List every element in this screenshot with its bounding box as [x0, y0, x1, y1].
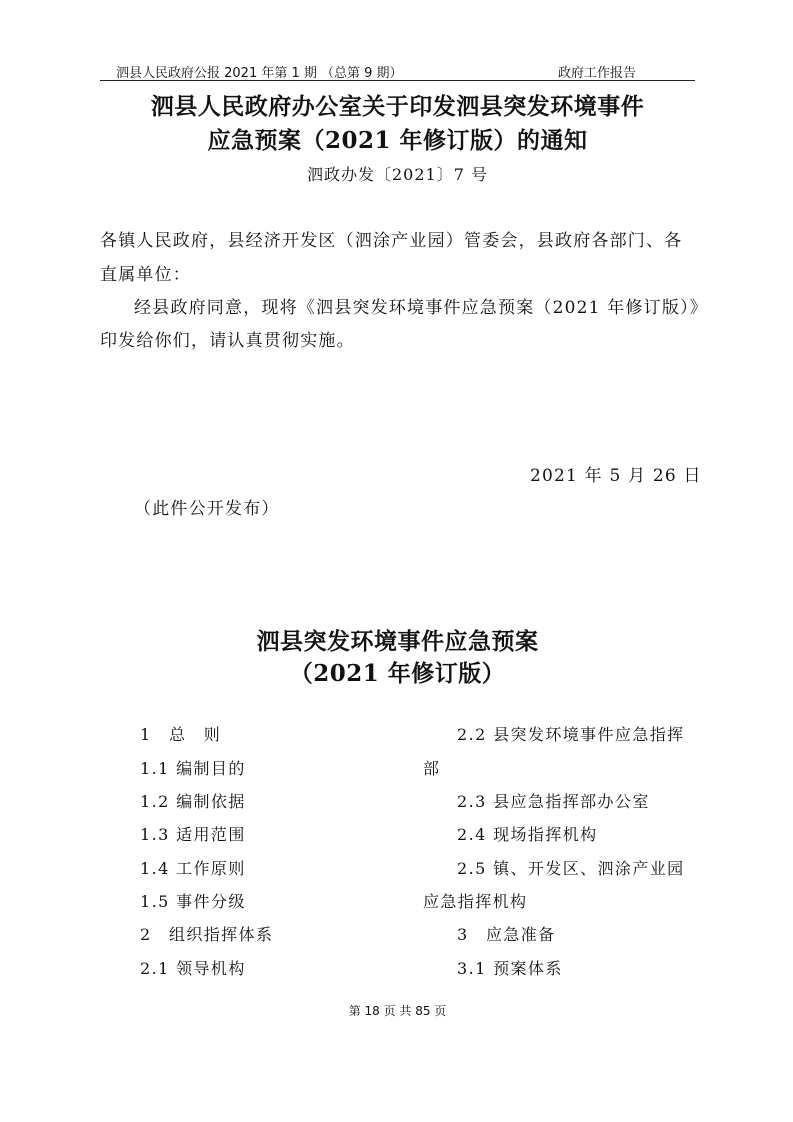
publish-note: （此件公开发布） — [134, 499, 280, 519]
header-left: 泗县人民政府公报 2021 年第 1 期 （总第 9 期） — [116, 66, 403, 81]
notice-body-line2: 印发给你们，请认真贯彻实施。 — [100, 331, 355, 351]
toc-item-right-6: 3 应急准备 — [457, 925, 556, 944]
notice-body-line1: 经县政府同意，现将《泗县突发环境事件应急预案（2021 年修订版）》 — [134, 298, 708, 318]
header-right: 政府工作报告 — [558, 66, 637, 81]
issue-date: 2021 年 5 月 26 日 — [530, 466, 702, 486]
toc-item-left-4: 1.4 工作原则 — [140, 859, 246, 878]
toc-item-left-0: 1 总 则 — [140, 725, 222, 744]
plan-title-line1: 泗县突发环境事件应急预案 — [256, 628, 539, 655]
toc-item-left-5: 1.5 事件分级 — [140, 892, 246, 911]
page-footer: 第 18 页 共 85 页 — [348, 1004, 447, 1018]
notice-title-line1: 泗县人民政府办公室关于印发泗县突发环境事件 — [150, 93, 645, 120]
recipients-line2: 直属单位： — [100, 265, 191, 285]
notice-title-line2: 应急预案（2021 年修订版）的通知 — [207, 127, 588, 154]
doc-number: 泗政办发〔2021〕7 号 — [307, 165, 488, 184]
header-divider — [100, 80, 695, 81]
plan-title-line2: （2021 年修订版） — [289, 660, 506, 687]
toc-item-right-3: 2.4 现场指挥机构 — [457, 825, 598, 844]
toc-item-right-2: 2.3 县应急指挥部办公室 — [457, 792, 650, 811]
toc-item-left-1: 1.1 编制目的 — [140, 759, 246, 778]
toc-item-left-2: 1.2 编制依据 — [140, 792, 246, 811]
recipients-line1: 各镇人民政府，县经济开发区（泗涂产业园）管委会，县政府各部门、各 — [100, 231, 683, 251]
toc-item-left-3: 1.3 适用范围 — [140, 825, 246, 844]
toc-item-right-7: 3.1 预案体系 — [457, 959, 563, 978]
toc-item-left-7: 2.1 领导机构 — [140, 959, 246, 978]
toc-item-right-4: 2.5 镇、开发区、泗涂产业园 — [457, 859, 685, 878]
toc-item-left-6: 2 组织指挥体系 — [140, 925, 274, 944]
toc-item-right-1: 部 — [423, 759, 441, 778]
toc-item-right-5: 应急指挥机构 — [423, 892, 528, 911]
toc-item-right-0: 2.2 县突发环境事件应急指挥 — [457, 725, 685, 744]
